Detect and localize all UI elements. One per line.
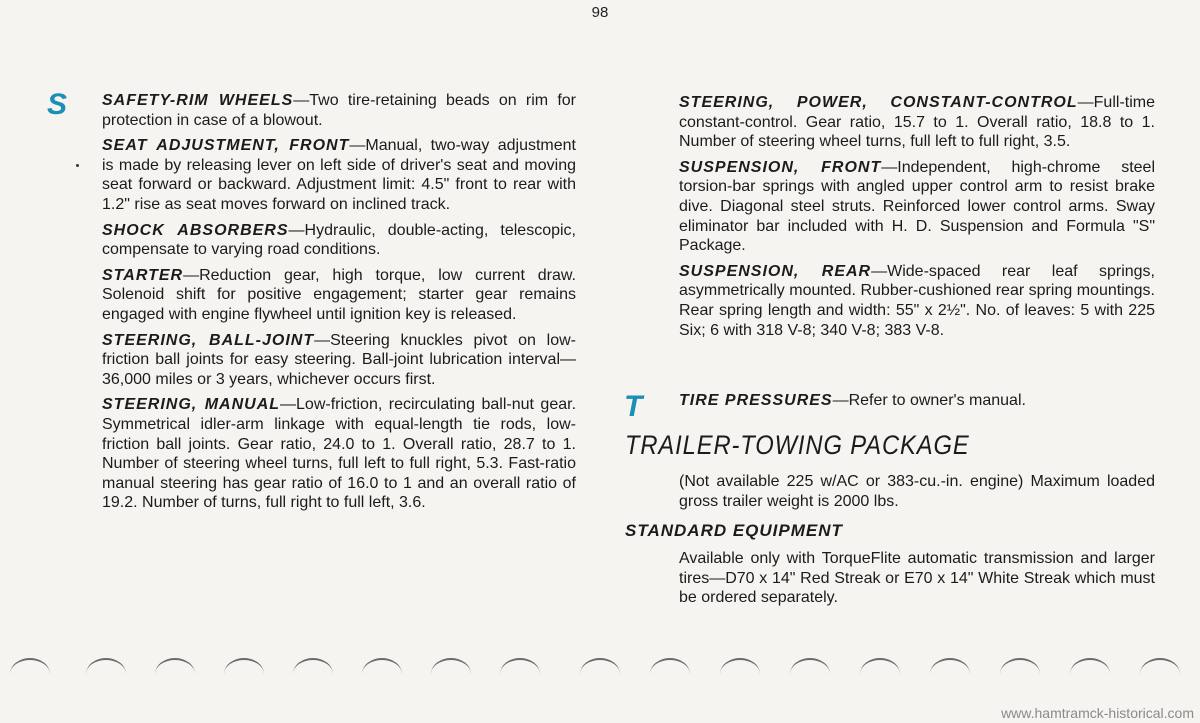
binder-hole: [431, 658, 471, 690]
left-column: [102, 91, 576, 519]
spec-term: STEERING, MANUAL: [102, 396, 281, 414]
binder-hole: [650, 658, 690, 690]
spec-text: Low-friction, recirculating ball-nut gear. Symmetrical idler-arm linkage with equal-length tie rods, low-friction ball joints. Gear ratio, 24.0 to 1. Overall ratio, 28.7 to 1. Number of steering wheel turns, full left to full right, 5.3. Fast-ratio manual steering has gear ratio of 16.0 to 1 and an overall ratio of 19.2. Number of turns, full right to full left, 3.6.: [102, 396, 577, 512]
spec-term: SUSPENSION, REAR: [679, 262, 872, 280]
spec-entry-seat-adjustment: SEAT ADJUSTMENT, FRONT—Manual, two-way adjustment is made by releasing lever on left side of driver's seat and moving seat forward or backward. Adjustment limit: 4.5" front to rear with 1.2" rise as seat moves forward on inclined track.: [102, 137, 576, 213]
binder-hole: [86, 658, 126, 690]
standard-equipment-text: Available only with TorqueFlite automatic transmission and larger tires—D70 x 14" Red Streak or E70 x 14" White Streak which must be ordered separately.: [679, 550, 1155, 607]
trailer-towing-heading: TRAILER-TOWING PACKAGE: [625, 430, 970, 460]
spec-entry-starter: STARTER—Reduction gear, high torque, low current draw. Solenoid shift for positive engagement; starter gear remains engaged with engine flywheel until ignition key is released.: [102, 266, 576, 323]
spec-text: Hydraulic, double-acting, telescopic, compensate to varying road conditions.: [102, 221, 576, 259]
spec-term: STEERING, POWER, CONSTANT-CONTROL: [679, 94, 1078, 111]
spec-text: Manual, two-way adjustment is made by releasing lever on left side of driver's seat and moving seat forward or backward. Adjustment limit: 4.5" front to rear with 1.2" rise as seat moves forward on inclined track.: [102, 137, 576, 213]
spec-entry-safety-rim-wheels: SAFETY-RIM WHEELS—Two tire-retaining beads on rim for protection in case of a blowout.: [102, 92, 576, 129]
binder-hole: [224, 658, 264, 690]
spec-entry-suspension-front: SUSPENSION, FRONT—Independent, high-chrome steel torsion-bar springs with angled upper control arm to resist brake dive. Diagonal steel struts. Reinforced lower control arms. Sway eliminator bar included with H. D. Suspension and Formula "S" Package.: [679, 158, 1156, 255]
spec-entry-steering-ball-joint: STEERING, BALL-JOINT—Steering knuckles pivot on low-friction ball joints for easy steering. Ball-joint lubrication interval—36,000 miles or 3 years, whichever occurs first.: [102, 331, 577, 388]
binder-hole: [1140, 658, 1180, 690]
spec-entry-steering-manual: STEERING, MANUAL—Low-friction, recirculating ball-nut gear. Symmetrical idler-arm linkage with equal-length tie rods, low-friction ball joints. Gear ratio, 24.0 to 1. Overall ratio, 28.7 to 1. Number of steering wheel turns, full left to full right, 5.3. Fast-ratio manual steering has gear ratio of 16.0 to 1 and an overall ratio of 19.2. Number of turns, full right to full left, 3.6.: [102, 396, 577, 512]
binder-hole: [10, 658, 50, 690]
binder-holes: [0, 658, 1200, 698]
binder-hole: [500, 658, 540, 690]
spec-text: Reduction gear, high torque, low current draw. Solenoid shift for positive engagement; starter gear remains engaged with engine flywheel until ignition key is released.: [102, 266, 576, 323]
standard-equipment-heading: STANDARD EQUIPMENT: [625, 521, 843, 540]
spec-entry-steering-power: STEERING, POWER, CONSTANT-CONTROL—Full-time constant-control. Gear ratio, 15.7 to 1. Overall ratio, 18.8 to 1. Number of steering wheel turns, full left to full right, 3.5.: [679, 94, 1155, 151]
binder-hole: [1070, 658, 1110, 690]
spec-term: SHOCK ABSORBERS: [102, 221, 289, 239]
binder-hole: [930, 658, 970, 690]
spec-term: SUSPENSION, FRONT: [679, 158, 882, 176]
binder-hole: [293, 658, 333, 690]
binder-hole: [155, 658, 195, 690]
spec-text: Refer to owner's manual.: [848, 392, 1026, 409]
spec-text: Independent, high-chrome steel torsion-bar springs with angled upper control arm to resist brake dive. Diagonal steel struts. Reinforced lower control arms. Sway eliminator bar included with H. D. Suspension and Formula "S" Package.: [679, 158, 1156, 255]
page-number: 98: [591, 4, 609, 21]
spec-term: TIRE PRESSURES: [679, 392, 833, 409]
binder-hole: [362, 658, 402, 690]
spec-text: Wide-spaced rear leaf springs, asymmetrically mounted. Rubber-cushioned rear spring mountings. Rear spring length and width: 55" x 2½". No. of leaves: 5 with 225 Six; 6 with 318 V-8; 340 V-8; 383 V-8.: [679, 262, 1155, 339]
watermark: www.hamtramck-historical.com: [1001, 705, 1194, 721]
spec-term: STARTER: [102, 266, 184, 284]
spec-term: SAFETY-RIM WHEELS: [102, 92, 294, 109]
spec-text: Two tire-retaining beads on rim for protection in case of a blowout.: [102, 92, 576, 129]
binder-hole: [580, 658, 620, 690]
stray-dot: [76, 164, 79, 167]
spec-entry-tire-pressures: TIRE PRESSURES—Refer to owner's manual.: [679, 392, 1026, 409]
binder-hole: [790, 658, 830, 690]
binder-hole: [860, 658, 900, 690]
binder-hole: [1000, 658, 1040, 690]
right-column: [679, 93, 1155, 346]
binder-hole: [720, 658, 760, 690]
section-letter-t: T: [624, 390, 643, 423]
spec-entry-shock-absorbers: SHOCK ABSORBERS—Hydraulic, double-acting, telescopic, compensate to varying road conditions.: [102, 221, 576, 259]
spec-text: Full-time constant-control. Gear ratio, 15.7 to 1. Overall ratio, 18.8 to 1. Number of steering wheel turns, full left to full right, 3.5.: [679, 94, 1155, 151]
spec-term: SEAT ADJUSTMENT, FRONT: [102, 137, 350, 155]
section-letter-s: S: [47, 88, 68, 121]
trailer-intro: (Not available 225 w/AC or 383-cu.-in. engine) Maximum loaded gross trailer weight is 2000 lbs.: [679, 473, 1155, 510]
spec-text: Steering knuckles pivot on low-friction ball joints for easy steering. Ball-joint lubrication interval—36,000 miles or 3 years, whichever occurs first.: [102, 331, 577, 388]
spec-term: STEERING, BALL-JOINT: [102, 331, 315, 349]
spec-entry-suspension-rear: SUSPENSION, REAR—Wide-spaced rear leaf springs, asymmetrically mounted. Rubber-cushioned rear spring mountings. Rear spring length and width: 55" x 2½". No. of leaves: 5 with 225 Six; 6 with 318 V-8; 340 V-8; 383 V-8.: [679, 262, 1155, 339]
